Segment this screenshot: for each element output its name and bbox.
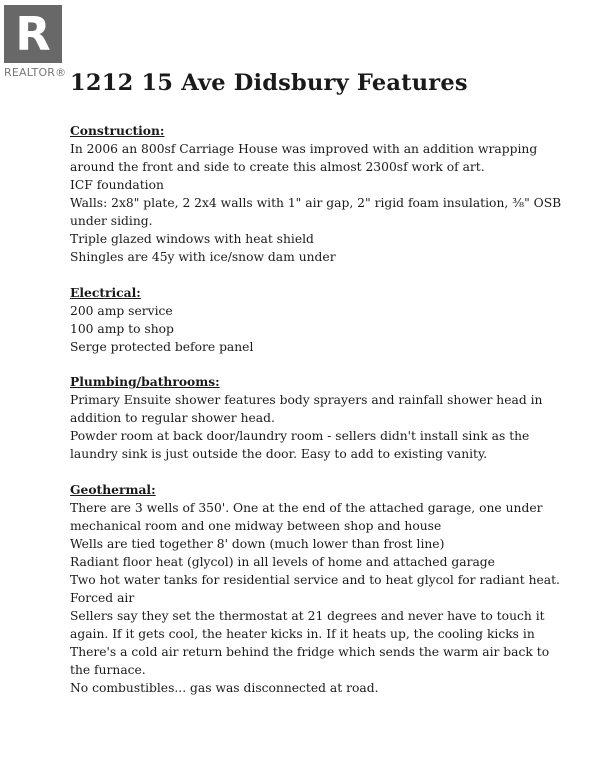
section-line: ICF foundation (70, 178, 164, 192)
features-content (70, 122, 585, 714)
section-line: Radiant floor heat (glycol) in all levels of home and attached garage (70, 554, 495, 569)
section-line: There's a cold air return behind the fridge which sends the warm air back to (70, 644, 550, 659)
section-line: around the front and side to create this almost 2300sf work of art. (70, 160, 485, 174)
section-heading: Geothermal: (70, 481, 156, 497)
section-line: laundry sink is just outside the door. Easy to add to existing vanity. (70, 447, 488, 461)
realtor-r-glyph: R (15, 7, 51, 61)
section-line: Triple glazed windows with heat shield (70, 232, 314, 246)
section-line: addition to regular shower head. (70, 411, 275, 425)
section-line: again. If it gets cool, the heater kicks in. If it heats up, the cooling kicks in (70, 626, 535, 641)
section-line: No combustibles... gas was disconnected at road. (70, 680, 379, 695)
section-heading: Plumbing/bathrooms: (70, 374, 220, 389)
section-line: under siding. (70, 214, 153, 228)
realtor-r-icon (4, 5, 62, 63)
section-line: Sellers say they set the thermostat at 21 degrees and never have to touch it (70, 608, 545, 623)
document-title: 1212 15 Ave Didsbury Features (70, 70, 468, 96)
section-line: Shingles are 45y with ice/snow dam under (70, 250, 336, 264)
realtor-wordmark: REALTOR® (4, 66, 67, 79)
section-line: Forced air (70, 590, 135, 605)
section-heading: Construction: (70, 123, 165, 138)
section-line: Wells are tied together 8' down (much lower than frost line) (70, 536, 445, 551)
section-heading: Electrical: (70, 284, 141, 300)
section-line: Two hot water tanks for residential service and to heat glycol for radiant heat. (70, 572, 560, 587)
realtor-logo (4, 5, 70, 79)
section-line: Primary Ensuite shower features body sprayers and rainfall shower head in (70, 393, 543, 407)
section-geothermal (70, 481, 585, 697)
section-construction (70, 122, 585, 266)
section-line: Powder room at back door/laundry room - sellers didn't install sink as the (70, 429, 530, 443)
section-line: 200 amp service (70, 303, 173, 318)
section-electrical (70, 284, 585, 356)
section-line: the furnace. (70, 662, 146, 677)
section-line: Serge protected before panel (70, 339, 254, 354)
section-line: Walls: 2x8" plate, 2 2x4 walls with 1" air gap, 2" rigid foam insulation, ⅜" OSB (70, 196, 562, 210)
section-line: In 2006 an 800sf Carriage House was improved with an addition wrapping (70, 142, 538, 156)
section-line: There are 3 wells of 350'. One at the end of the attached garage, one under (70, 500, 543, 515)
section-line: mechanical room and one midway between shop and house (70, 518, 442, 533)
section-line: 100 amp to shop (70, 321, 174, 336)
section-plumbing-bathrooms (70, 373, 585, 463)
